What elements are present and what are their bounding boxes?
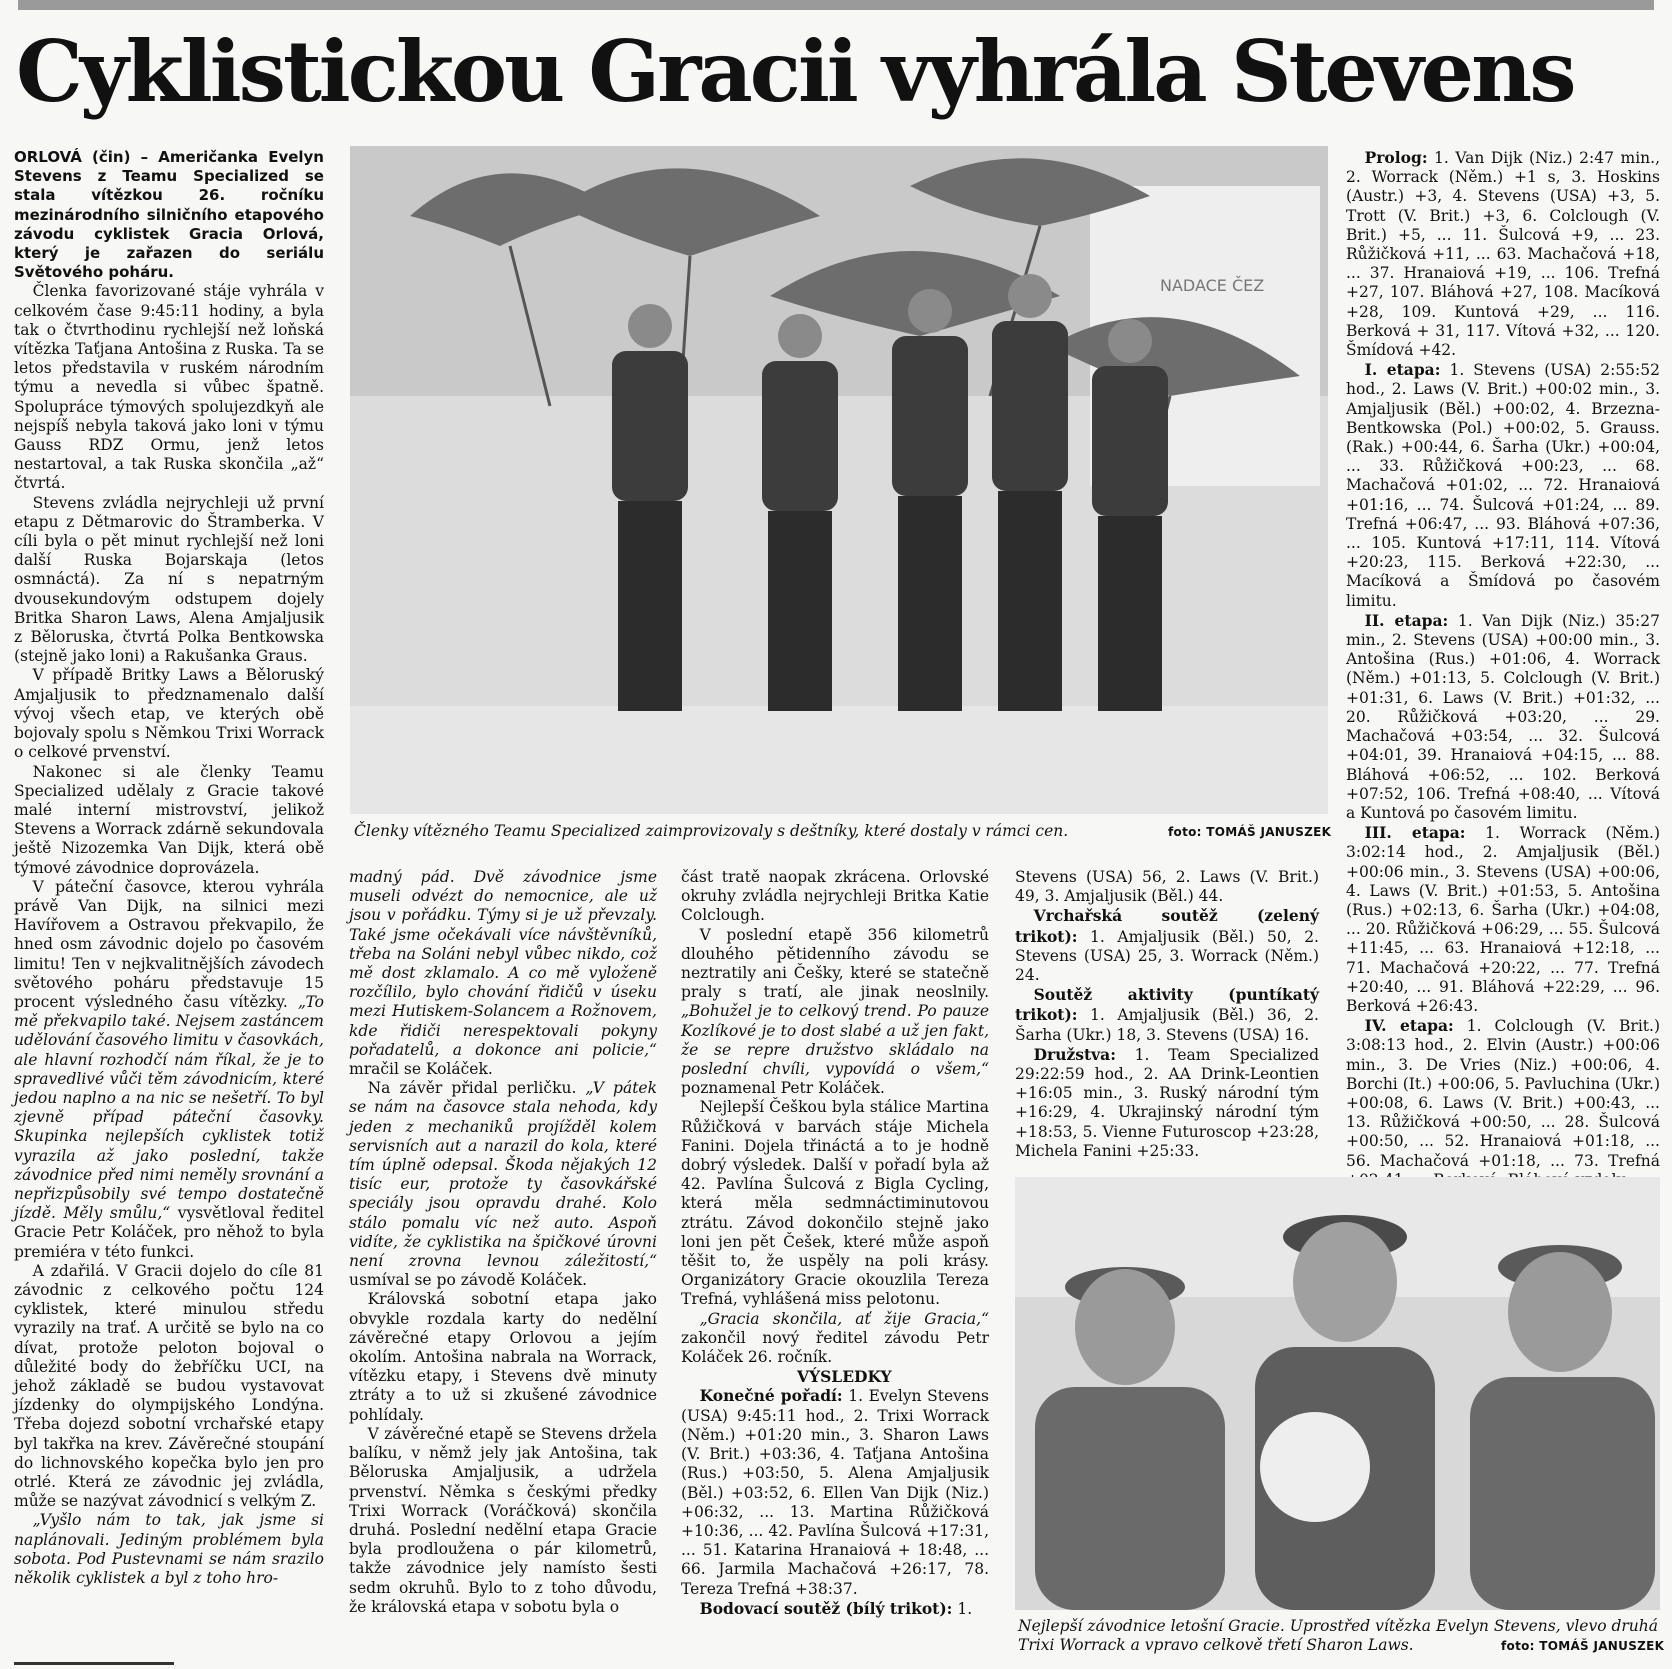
sponsor-banner-text: NADACE ČEZ [1160,276,1265,295]
results-label: Konečné pořadí: [699,1386,843,1406]
text-span: V páteční časovce, kterou vyhrála právě Van Dijk, na silnici mezi Havířovem a Ostravou překvapilo, že hned osm závodnic dojelo po časovém limitu! Ten v nejkvalitnějších závodech světového poháru představuje 15 procent výsledného času vítězky. [14,877,324,1011]
rider-legs [768,511,832,711]
results-label: Prolog: [1364,148,1428,167]
results-label: IV. etapa: [1364,1016,1454,1036]
photo2-caption: Nejlepší závodnice letošní Gracie. Uprostřed vítězka Evelyn Stevens, vlevo druhá Trixi Worrack a vpravo celkově třetí Sharon Laws. [1018,1617,1659,1654]
quote-span: „V pátek se nám na časovce stala nehoda, kdy jeden z mechaniků projížděl kolem servisních aut a narazil do kola, které tím úplně odepsal. Škoda nějakých 12 tisíc eur, protože ty časovkářské speciály jsou opravdu drahé. Kolo stálo pomalu víc než auto. Aspoň vidíte, že cyklistika na špičkové úrovni není zrovna levnou záležitostí,“ [349,1079,657,1271]
paragraph [349,868,657,1079]
rider [992,274,1068,711]
headline: Cyklistickou Gracii vyhrála Stevens [16,22,1574,121]
photo-top-three [1015,1177,1660,1610]
paragraph: Nakonec si ale členky Teamu Specialized udělaly z Gracie takové malé interní mistrovství, jelikož Stevens a Worrack zdárně sekundovala ještě Nizozemka Van Dijk, která obě týmové závodnice doprovázela. [14,762,324,877]
lead-paragraph: ORLOVÁ (čin) – Američanka Evelyn Stevens z Teamu Specialized se stala vítězkou 26. ročníku mezinárodního silničního etapového závodu cyklistek Gracia Orlová, který je zařazen do seriálu Světového poháru. [14,148,324,282]
rider-legs [618,501,682,711]
rider-head [908,289,952,333]
results-label: Soutěž aktivity (puntíkatý trikot): [1015,985,1319,1025]
rider-jersey [892,336,968,496]
rider-legs [998,491,1062,711]
results-activity [1015,985,1319,1045]
column-4 [1015,868,1319,1168]
top-three-photo-illustration [1015,1177,1660,1610]
results-stage-3 [1346,823,1660,1016]
rider-jersey [612,351,688,501]
results-text: 1. Evelyn Stevens (USA) 9:45:11 hod., 2. Trixi Worrack (Něm.) +01:20 min., 3. Sharon Laws (V. Brit.) +03:36, 4. Taťjana Antošina (Rus.) +03:50, 5. Alena Amjaljusik (Běl.) +03:52, 6. Ellen Van Dijk (Niz.) +06:32, ... 13. Martina Růžičková +10:36, ... 42. Pavlína Šulcová +17:31, ... 51. Katarina Hranaiová + 18:48, ... 66. Jarmila Machačová +26:17, 78. Tereza Trefná +38:37. [681,1387,989,1598]
results-text: 1. Van Dijk (Niz.) 35:27 min., 2. Stevens (USA) +00:00 min., 3. Antošina (Rus.) +01:06, 4. Worrack (Něm.) +01:13, 5. Colclough (V. Brit.) +01:31, 6. Laws (V. Brit.) +01:32, ... 20. Růžičková +03:20, ... 29. Machačová +03:54, ... 32. Šulcová +04:01, 39. Hranaiová +04:15, ... 88. Bláhová +06:52, ... 102. Berková +07:52, 106. Trefná +08:40, ... Vítová a Kuntová po časovém limitu. [1346,611,1660,822]
rider-jersey [1092,366,1168,516]
rider-head [778,314,822,358]
rider [892,289,968,711]
results-text: 1. Amjaljusik (Běl.) 36, 2. Šarha (Ukr.) 18, 3. Stevens (USA) 16. [1015,1006,1319,1044]
column-5 [1346,148,1660,1168]
rider-face [1075,1269,1175,1385]
quote-paragraph: „Vyšlo nám to tak, jak jsme si naplánovali. Jediným problémem byla sobota. Pod Pustevnami se nám srazilo několik cyklistek a byl z toho hro- [14,1511,324,1588]
column-3 [681,868,989,1658]
results-points [681,1599,989,1619]
results-prolog [1346,148,1660,360]
quote-span: madný pád. Dvě závodnice jsme museli odvézt do nemocnice, ale už jsou v pořádku. Týmy si je už převzaly. Také jsme očekávali více návštěvníků, třeba na Soláni nebyl vůbec nikdo, což mě dost zklamalo. A co mě vyloženě rozčílilo, bylo chování řidičů v úseku mezi Hutiskem-Solancem a Rožnovem, kde řidiči nerespektovali pokyny pořadatelů, a dokonce ani policie,“ [349,868,657,1059]
paragraph [14,878,324,1262]
results-heading: VÝSLEDKY [797,1367,892,1387]
rider-face [1293,1222,1397,1342]
paragraph: V závěrečné etapě se Stevens držela balíku, v němž jely jak Antošina, tak Běloruska Amjaljusik, a udržela prvenství. Němka s českými předky Trixi Worrack (Voráčková) skončila druhá. Poslední nedělní etapa Gracie byla prodloužena o pár kilometrů, takže závodnice jely namísto šesti sedm okruhů. Bylo to z toho důvodu, že královská etapa v sobotu byla o [349,1424,657,1616]
quote-span: „To mě překvapilo také. Nejsem zastáncem udělování časového limitu v časovkách, ale hlavní rozhodčí nám říkal, že je to spravedlivé vůči těm závodnicím, které jedou naplno a na nic se nešetří. To byl zjevně případ páteční časovky. Skupinka nejlepších cyklistek totiž vyrazila až jako poslední, takže závodnice před nimi neměly srovnání a nepřizpůsobily své tempo dostatečně jízdě. Měly smůlu,“ [14,992,324,1223]
rider-face [1508,1252,1612,1372]
text-span: vysvětloval ředitel Gracie Petr Koláček, pro něhož to byla premiéra v této funkci. [14,1204,324,1261]
rider-legs [898,496,962,711]
paragraph: A zdařilá. V Gracii dojelo do cíle 81 závodnic z celkového počtu 124 cyklistek, které minulou středu vyrazily na trať. A určitě se bylo na co dívat, protože peloton bojoval o důležité body do žebříčku UCI, na jehož základě se budou vystavovat jízdenky do olympijského Londýna. Třeba dojezd sobotní vrchařské etapy byl takřka na krev. Závěrečné stoupání do lichnovského kopečka bylo jen pro otrlé. Která ze závodnic jej zvládla, může se nazývat závodnicí s velkým Z. [14,1261,324,1511]
paragraph: V případě Britky Laws a Běloruský Amjaljusik to předznamenalo další vývoj všech etap, ve kterých obě bojovaly spolu s Němkou Trixi Worrack o celkové prvenství. [14,666,324,762]
results-label: Družstva: [1033,1044,1116,1064]
results-final [681,1386,989,1598]
rider-jersey [762,361,838,511]
results-label: II. etapa: [1364,610,1449,630]
results-text: 1. [952,1599,973,1618]
rider-legs [1098,516,1162,711]
paragraph [681,926,989,1099]
results-label: Vrchařská soutěž (zelený trikot): [1015,906,1319,946]
results-points-cont: Stevens (USA) 56, 2. Laws (V. Brit.) 49, 3. Amjaljusik (Běl.) 44. [1015,868,1319,906]
results-stage-4 [1346,1016,1660,1190]
rider [762,314,838,711]
flower-bouquet [1260,1412,1370,1522]
results-text: 1. Amjaljusik (Běl.) 50, 2. Stevens (USA) 25, 3. Worrack (Něm.) 24. [1015,927,1319,985]
top-rule [18,0,1654,10]
rider [612,304,688,711]
quote-span: „Bohužel je to celkový trend. Po pauze Kozlíkové je to dost slabé a už jen fakt, že se repre družstvo skládalo na poslední chvíli, vypovídá o všem,“ [681,1002,989,1079]
podium-photo-illustration [350,146,1328,814]
rider-jersey [1035,1387,1225,1610]
paragraph: Členka favorizované stáje vyhrála v celkovém čase 9:45:11 hodiny, a byla tak o čtvrthodinu rychlejší než loňská vítězka Taťjana Antošina z Ruska. Ta se letos představila v ruském národním týmu a nevedla si vůbec špatně. Spolupráce týmových spolujezdkyň ale nejspíš nebyla taková jako loni v týmu Gauss RDZ Ormu, jenž letos nestartoval, a tak Ruska skončila „až“ čtvrtá. [14,282,324,493]
paragraph [349,1079,657,1290]
rider-head [1008,274,1052,318]
paragraph [681,1310,989,1368]
results-teams [1015,1045,1319,1161]
results-text: 1. Van Dijk (Niz.) 2:47 min., 2. Worrack (Něm.) +1 s, 3. Hoskins (Austr.) +3, 4. Stevens (USA) +3, 5. Trott (V. Brit.) +3, 6. Colclough (V. Brit.) +5, ... 11. Šulcová +9, ... 23. Růžičková +11, ... 63. Machačová +18, ... 37. Hranaiová +19, ... 106. Trefná +27, 107. Bláhová +27, 108. Macíková +28, 109. Kuntová +29, ... 116. Berková + 31, 117. Vítová +32, ... 120. Šmídová +42. [1346,149,1660,360]
rider-head [628,304,672,348]
results-mountain [1015,906,1319,985]
paragraph: Královská sobotní etapa jako obvykle rozdala karty do nedělní závěrečné etapy Orlovou a jejím okolím. Antošina nabrala na Worrack, vítězku etapy, i Stevens dvě minuty ztráty a to už si zkušené závodnice pohlídaly. [349,1290,657,1424]
photo1-caption: Členky vítězného Teamu Specialized zaimprovizovaly s deštníky, které dostaly v rámci cen. [354,822,1069,840]
rider-jersey [1470,1377,1655,1610]
results-text: 1. Team Specialized 29:22:59 hod., 2. AA Drink-Leontien +16:05 min., 3. Ruský národní tým +16:29, 4. Ukrajinský národní tým +18:53, 5. Vienne Futuroscop +23:28, Michela Fanini +25:33. [1015,1045,1319,1160]
rider-jersey [992,321,1068,491]
photo2-credit: foto: TOMÁŠ JANUSZEK [1501,1639,1665,1653]
column-2 [349,868,657,1658]
paragraph: Stevens zvládla nejrychleji už první etapu z Dětmarovic do Štramberka. V cíli byla o pět minut rychlejší než loni další Ruska Bojarskaja (letos osmnáctá). Za ní s nepatrným dvousekundovým odstupem dojely Britka Sharon Laws, Alena Amjaljusik z Běloruska, čtvrtá Polka Bentkowska (stejně jako loni) a Rakušanka Graus. [14,493,324,666]
quote-span: „Gracia skončila, ať žije Gracia,“ [699,1309,989,1328]
text-span: poznamenal Petr Koláček. [681,1079,885,1098]
results-label: I. etapa: [1364,360,1441,380]
podium-floor [350,706,1328,814]
results-text: 1. Stevens (USA) 2:55:52 hod., 2. Laws (V. Brit.) +00:02 min., 3. Amjaljusik (Běl.) +00:02, 4. Brzezna-Bentkowska (Pol.) +00:02, 5. Grauss. (Rak.) +00:44, 6. Šarha (Ukr.) +00:04, ... 33. Růžičková +00:23, ... 68. Machačová +01:02, ... 72. Hranaiová +01:16, ... 74. Šulcová +01:24, ... 89. Trefná +06:47, ... 93. Bláhová +07:36, ... 105. Kuntová +17:11, 114. Vítová +20:23, 115. Berková +22:30, ... Macíková a Šmídová po časovém limitu. [1346,361,1660,610]
results-stage-2 [1346,611,1660,823]
text-span: mračil se Koláček. [349,1060,493,1079]
paragraph: část tratě naopak zkrácena. Orlovské okruhy zvládla nejrychleji Britka Katie Colclough. [681,868,989,925]
results-text: 1. Worrack (Něm.) 3:02:14 hod., 2. Amjaljusik (Běl.) +00:06 min., 3. Stevens (USA) +00:06, 4. Laws (V. Brit.) +01:53, 5. Antošina (Rus.) +02:13, 6. Šarha (Ukr.) +04:08, ... 20. Růžičková +06:29, ... 55. Šulcová +11:45, ... 63. Hranaiová +12:18, ... 71. Machačová +20:22, ... 77. Trefná +20:40, ... 91. Bláhová +22:29, ... 96. Berková +26:43. [1346,824,1660,1015]
photo-podium-umbrellas [350,146,1328,814]
results-stage-1 [1346,360,1660,611]
text-span: zakončil nový ředitel závodu Petr Koláček 26. ročník. [681,1328,989,1367]
text-span: Na závěr přidal perličku. [367,1079,586,1098]
text-span: usmíval se po závodě Koláček. [349,1271,588,1290]
text-span: V poslední etapě 356 kilometrů dlouhého pětidenního závodu se neztratily ani Češky, které se statečně praly s tratí, ale jinak neoslnily. [681,925,989,1002]
paragraph: Nejlepší Češkou byla stálice Martina Růžičková v barvách stáje Michela Fanini. Dojela třináctá a to je hodně dobrý výsledek. Další v pořadí byla až 42. Pavlína Šulcová z Bigla Cycling, která měla sedmnáctiminutovou ztrátu. Závod dokončilo stejně jako loni jen pět Češek, které může aspoň těšit to, že uspěly na poli krásy. Organizátory Gracie okouzlila Tereza Trefná, vyhlášená miss pelotonu. [681,1098,989,1309]
results-text: 1. Colclough (V. Brit.) 3:08:13 hod., 2. Elvin (Austr.) +00:06 min., 3. De Vries (Niz.) +00:06, 4. Borchi (It.) +00:06, 5. Pavluchina (Ukr.) +00:08, 6. Laws (V. Brit.) +00:43, ... 13. Růžičková +00:50, ... 28. Šulcová +00:50, ... 52. Hranaiová +01:18, ... 56. Machačová +01:18, ... 73. Trefná [1346,1017,1661,1170]
results-label: III. etapa: [1364,823,1466,843]
rider [1092,319,1168,711]
column-1 [14,148,324,1658]
rider-head [1108,319,1152,363]
photo1-credit: foto: TOMÁŠ JANUSZEK [1168,825,1332,839]
bottom-rule [14,1662,174,1665]
results-label: Bodovací soutěž (bílý trikot): [699,1598,953,1618]
